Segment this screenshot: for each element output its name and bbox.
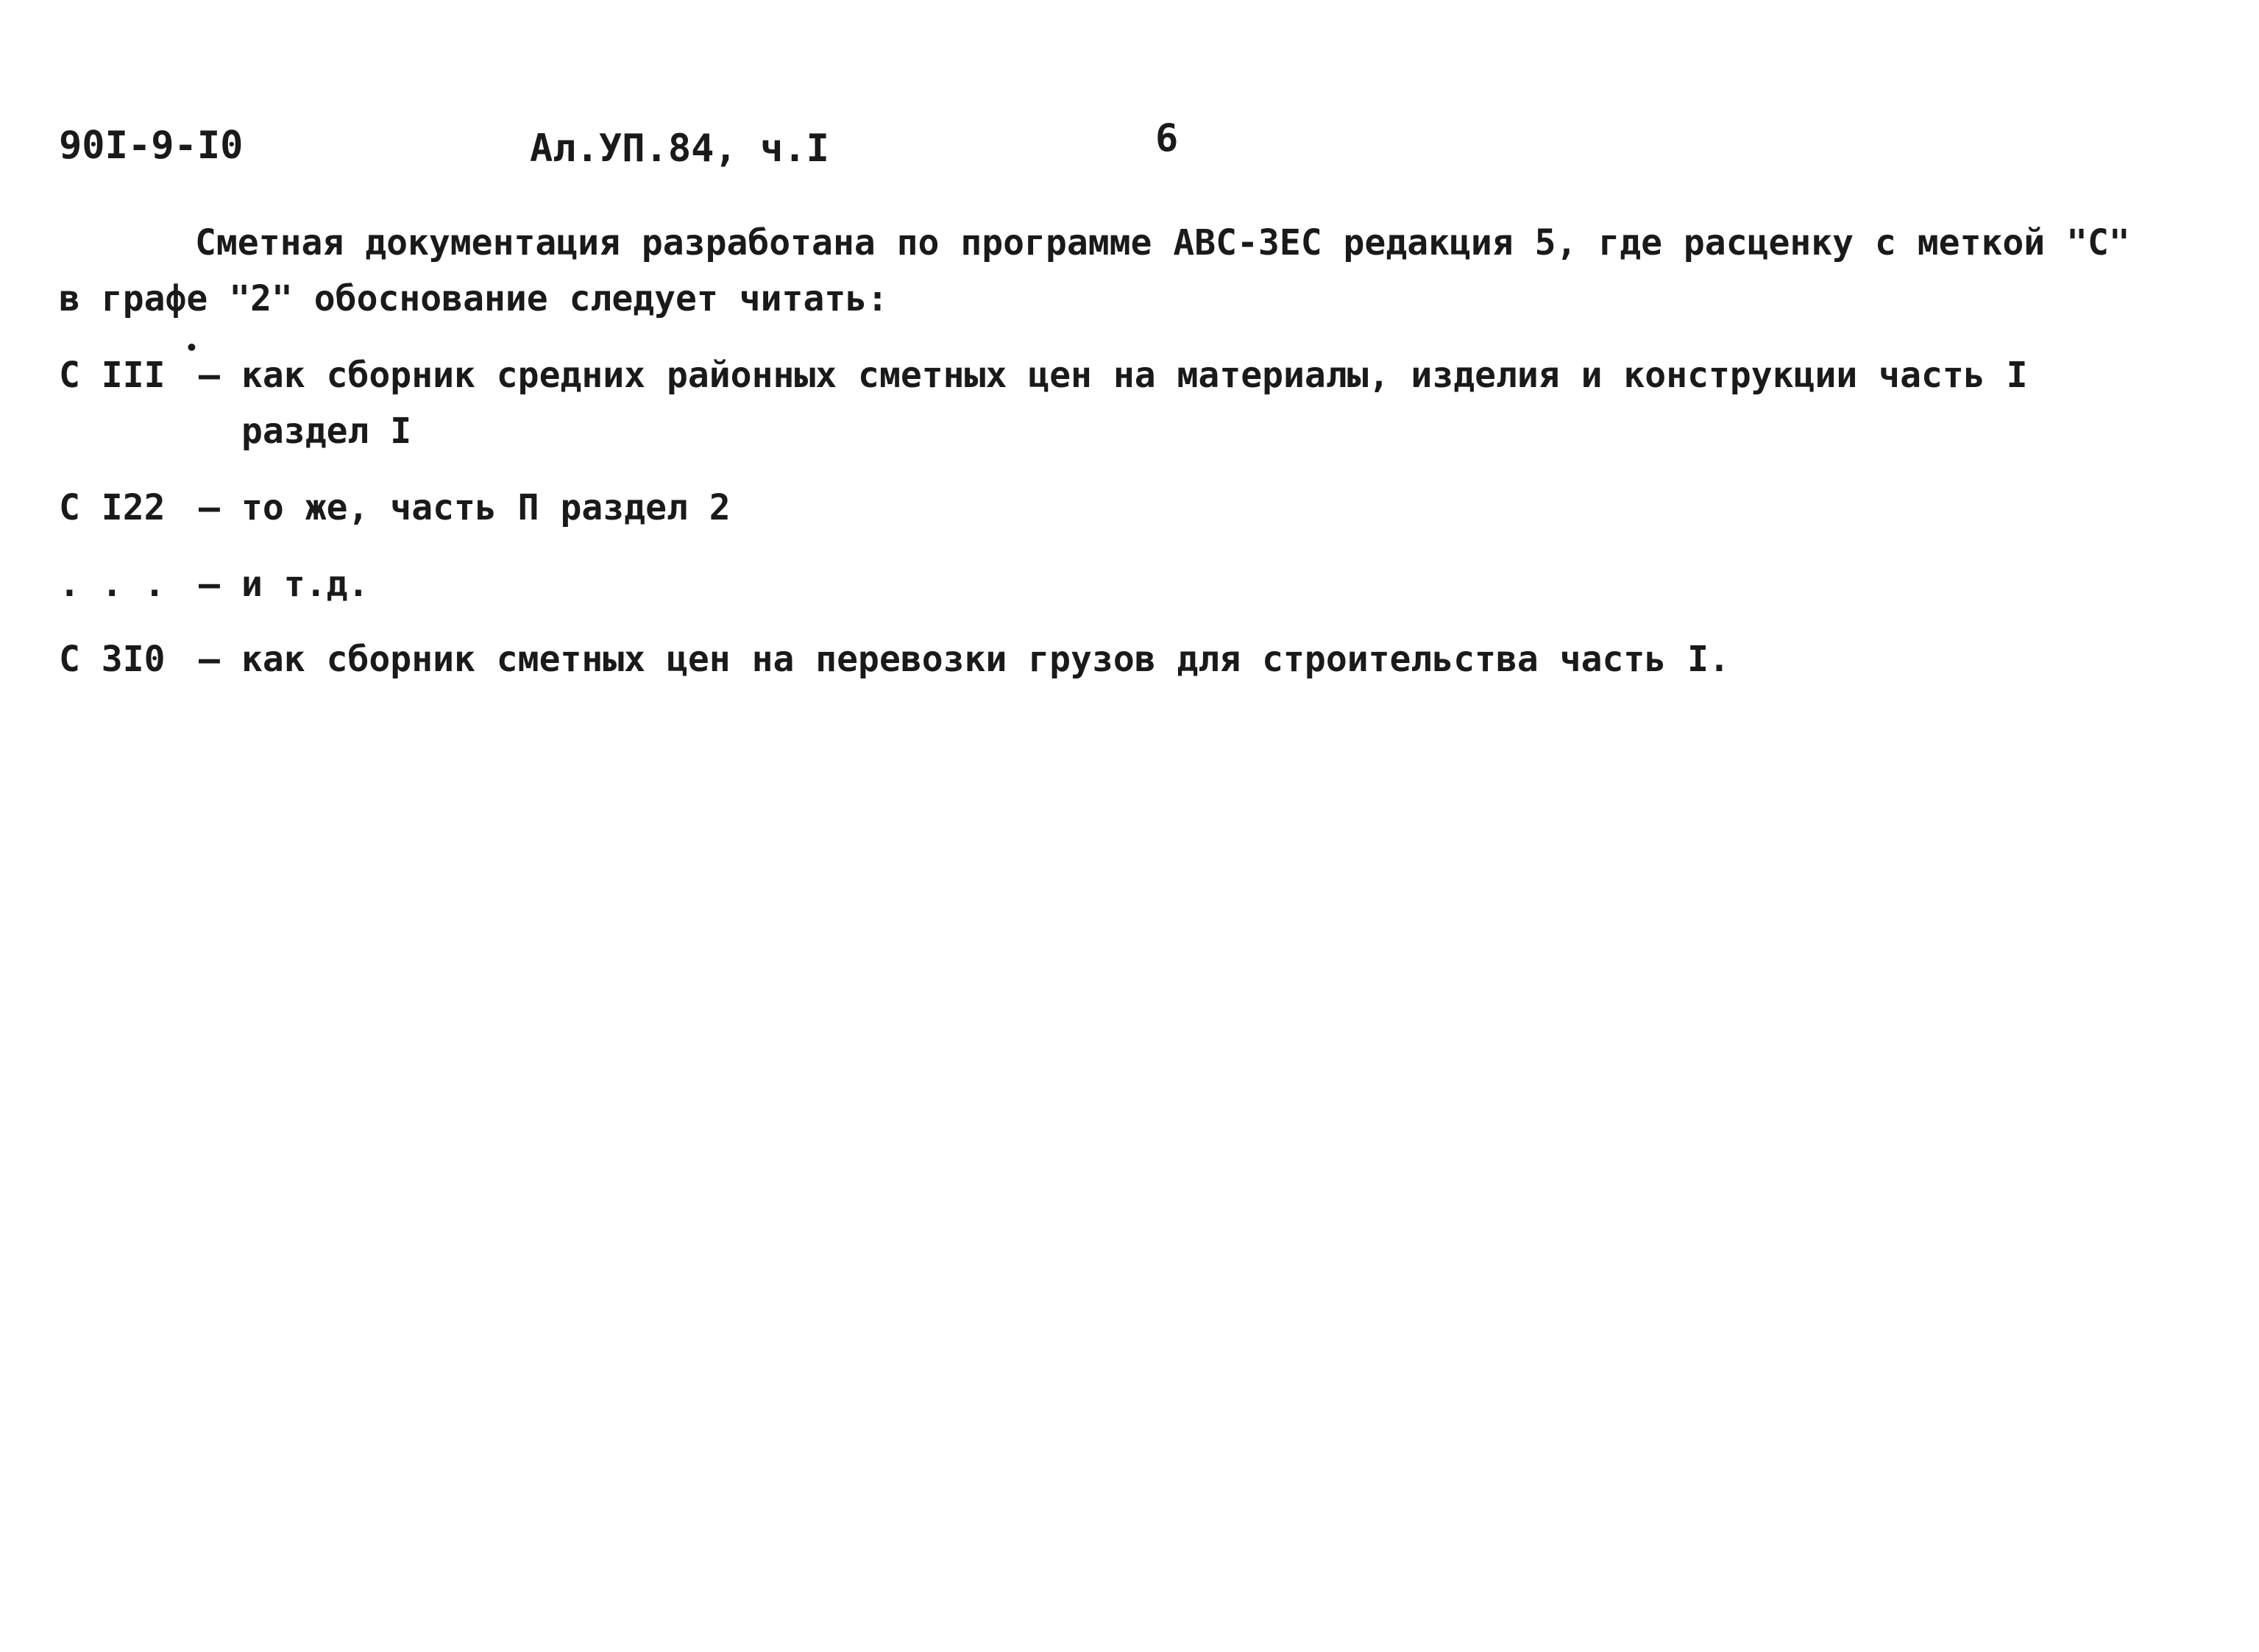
entry-dash: – xyxy=(199,564,220,605)
album-reference: Ал.УП.84, ч.I xyxy=(530,127,829,171)
entry-text-line-1: как сборник сметных цен на перевозки грузов для строительства часть I. xyxy=(241,639,1730,680)
entry-dash: – xyxy=(199,355,220,396)
entry-text xyxy=(241,480,2221,536)
document-code: 90I-9-I0 xyxy=(59,124,244,168)
intro-line-1: Сметная документация разработана по программе АВС-ЗЕС редакция 5, где расценку с меткой "С" xyxy=(195,222,2130,263)
entry-text xyxy=(241,631,2221,687)
entry-text-line-1: и т.д. xyxy=(241,564,369,605)
entry-dash: – xyxy=(199,639,220,680)
entry-code: С I22 xyxy=(59,487,166,528)
page-number: 6 xyxy=(1155,116,1179,160)
entry-text xyxy=(241,347,2221,459)
entry-code: . . . xyxy=(59,564,166,605)
entry-text xyxy=(241,556,2221,612)
entry-code: С III xyxy=(59,355,166,396)
intro-line-2: в графе "2" обоснование следует читать: xyxy=(59,278,889,319)
entry-text-line-1: то же, часть П раздел 2 xyxy=(241,487,731,528)
entry-code: С 3I0 xyxy=(59,639,166,680)
entry-text-line-1: как сборник средних районных сметных цен на материалы, изделия и конструкции часть I xyxy=(241,355,2028,396)
entry-mark: • xyxy=(185,336,198,360)
intro-paragraph xyxy=(59,215,2222,327)
entry-text-line-2: раздел I xyxy=(241,411,412,452)
entry-dash: – xyxy=(199,487,220,528)
